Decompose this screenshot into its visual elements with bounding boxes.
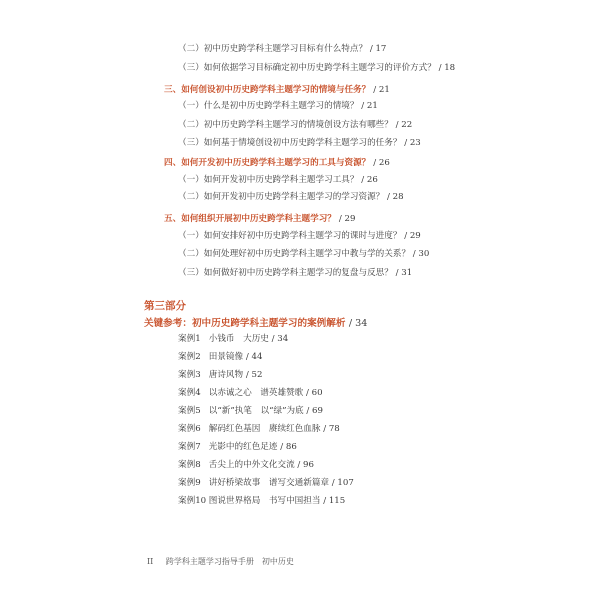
toc-entry[interactable]: （二）如何处理好初中历史跨学科主题学习中教与学的关系？ / 30 xyxy=(178,249,430,259)
page-number: II xyxy=(147,557,154,566)
case-entry[interactable]: 案例3 唐诗风物 / 52 xyxy=(178,370,263,380)
page-footer xyxy=(147,556,294,567)
toc-entry[interactable]: （一）如何安排好初中历史跨学科主题学习的课时与进度？ / 29 xyxy=(178,231,421,241)
case-entry[interactable]: 案例2 田景镜像 / 44 xyxy=(178,352,263,362)
toc-entry[interactable]: （一）如何开发初中历史跨学科主题学习工具？ / 26 xyxy=(178,175,378,185)
toc-entry[interactable]: （三）如何依据学习目标确定初中历史跨学科主题学习的评价方式？ / 18 xyxy=(178,63,456,73)
toc-section[interactable]: 五、如何组织开展初中历史跨学科主题学习？ / 29 xyxy=(164,214,356,224)
case-entry[interactable]: 案例9 讲好桥梁故事 谱写交通新篇章 / 107 xyxy=(178,478,354,488)
part-title: 第三部分 xyxy=(144,300,186,312)
toc-entry[interactable]: （一）什么是初中历史跨学科主题学习的情境？ / 21 xyxy=(178,101,378,111)
case-entry[interactable]: 案例8 舌尖上的中外文化交流 / 96 xyxy=(178,460,314,470)
toc-section[interactable]: 三、如何创设初中历史跨学科主题学习的情境与任务？ / 21 xyxy=(164,85,390,95)
toc-entry[interactable]: （二）初中历史跨学科主题学习的情境创设方法有哪些？ / 22 xyxy=(178,120,413,130)
case-entry[interactable]: 案例5 以“新”执笔 以“绿”为底 / 69 xyxy=(178,406,323,416)
case-entry[interactable]: 案例1 小钱币 大历史 / 34 xyxy=(178,334,289,344)
toc-entry[interactable]: （三）如何基于情境创设初中历史跨学科主题学习的任务？ / 23 xyxy=(178,138,421,148)
toc-entry[interactable]: （二）初中历史跨学科主题学习目标有什么特点？ / 17 xyxy=(178,44,387,54)
toc-entry[interactable]: （二）如何开发初中历史跨学科主题学习的学习资源？ / 28 xyxy=(178,192,404,202)
toc-entry[interactable]: （三）如何做好初中历史跨学科主题学习的复盘与反思？ / 31 xyxy=(178,268,413,278)
toc-section[interactable]: 四、如何开发初中历史跨学科主题学习的工具与资源？ / 26 xyxy=(164,158,390,168)
case-entry[interactable]: 案例4 以赤诚之心 谱英雄赞歌 / 60 xyxy=(178,388,323,398)
book-title: 跨学科主题学习指导手册 初中历史 xyxy=(165,557,294,566)
part-subtitle[interactable]: 关键参考：初中历史跨学科主题学习的案例解析 / 34 xyxy=(144,318,368,329)
case-entry[interactable]: 案例6 解码红色基因 赓续红色血脉 / 78 xyxy=(178,424,340,434)
case-entry[interactable]: 案例10 图说世界格局 书写中国担当 / 115 xyxy=(178,496,346,506)
case-entry[interactable]: 案例7 光影中的红色足迹 / 86 xyxy=(178,442,297,452)
